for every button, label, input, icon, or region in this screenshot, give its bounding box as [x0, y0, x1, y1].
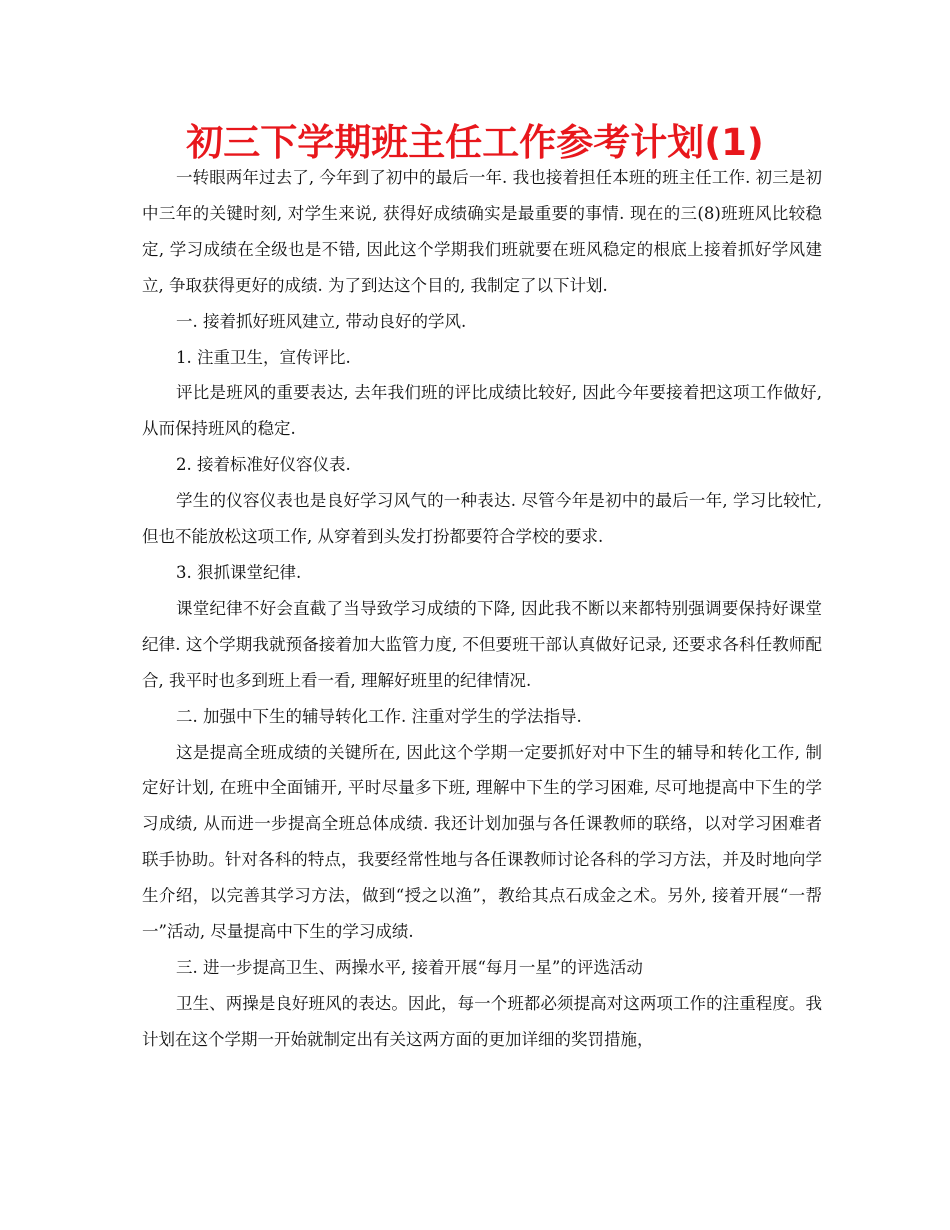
paragraph-3: 卫生、两操是良好班风的表达。因此，每一个班都必须提高对这两项工作的注重程度。我计划在这个学期一开始就制定出有关这两方面的更加详细的奖罚措施， — [142, 993, 822, 1049]
paragraph-intro: 一转眼两年过去了, 今年到了初中的最后一年. 我也接着担任本班的班主任工作. 初三是初中三年的关键时刻, 对学生来说, 获得好成绩确实是最重要的事情. 现在的三(8)班班风比较稳定, 学习成绩在全级也是不错, 因此这个学期我们班就要在班风稳定的根底上接着抓好学风建立, 争取获得更好的成绩. 为了到达这个目的, 我制定了以下计划. — [142, 168, 822, 295]
section-heading-1: 一. 接着抓好班风建立, 带动良好的学风. — [176, 311, 467, 331]
subheading-1-3: 3. 狠抓课堂纪律. — [176, 562, 302, 582]
section-heading-3: 三. 进一步提高卫生、两操水平, 接着开展“每月一星”的评选活动 — [176, 957, 643, 977]
paragraph-2: 这是提高全班成绩的关键所在, 因此这个学期一定要抓好对中下生的辅导和转化工作, 制定好计划, 在班中全面铺开, 平时尽量多下班, 理解中下生的学习困难, 尽可地提高中下生的学习成绩, 从而进一步提高全班总体成绩. 我还计划加强与各任课教师的联络，以对学习困难者联手协助。针对各科的特点，我要经常性地与各任课教师讨论各科的学习方法，并及时地向学生介绍，以完善其学习方法，做到“授之以渔”，教给其点石成金之术。另外, 接着开展“一帮一”活动, 尽量提高中下生的学习成绩. — [142, 742, 822, 942]
paragraph-1-2: 学生的仪容仪表也是良好学习风气的一种表达. 尽管今年是初中的最后一年, 学习比较忙, 但也不能放松这项工作, 从穿着到头发打扮都要符合学校的要求. — [142, 491, 822, 547]
subheading-1-2: 2. 接着标准好仪容仪表. — [176, 455, 351, 475]
paragraph-1-1: 评比是班风的重要表达, 去年我们班的评比成绩比较好, 因此今年要接着把这项工作做好, 从而保持班风的稳定. — [142, 383, 822, 439]
subheading-1-1: 1. 注重卫生，宣传评比. — [176, 347, 351, 367]
document-title: 初三下学期班主任工作参考计划(1) — [186, 121, 764, 164]
document-body — [142, 160, 822, 1058]
paragraph-1-3: 课堂纪律不好会直截了当导致学习成绩的下降, 因此我不断以来都特别强调要保持好课堂纪律. 这个学期我就预备接着加大监管力度, 不但要班干部认真做好记录, 还要求各科任教师配合, 我平时也多到班上看一看, 理解好班里的纪律情况. — [142, 598, 822, 690]
section-heading-2: 二. 加强中下生的辅导转化工作. 注重对学生的学法指导. — [176, 706, 582, 726]
